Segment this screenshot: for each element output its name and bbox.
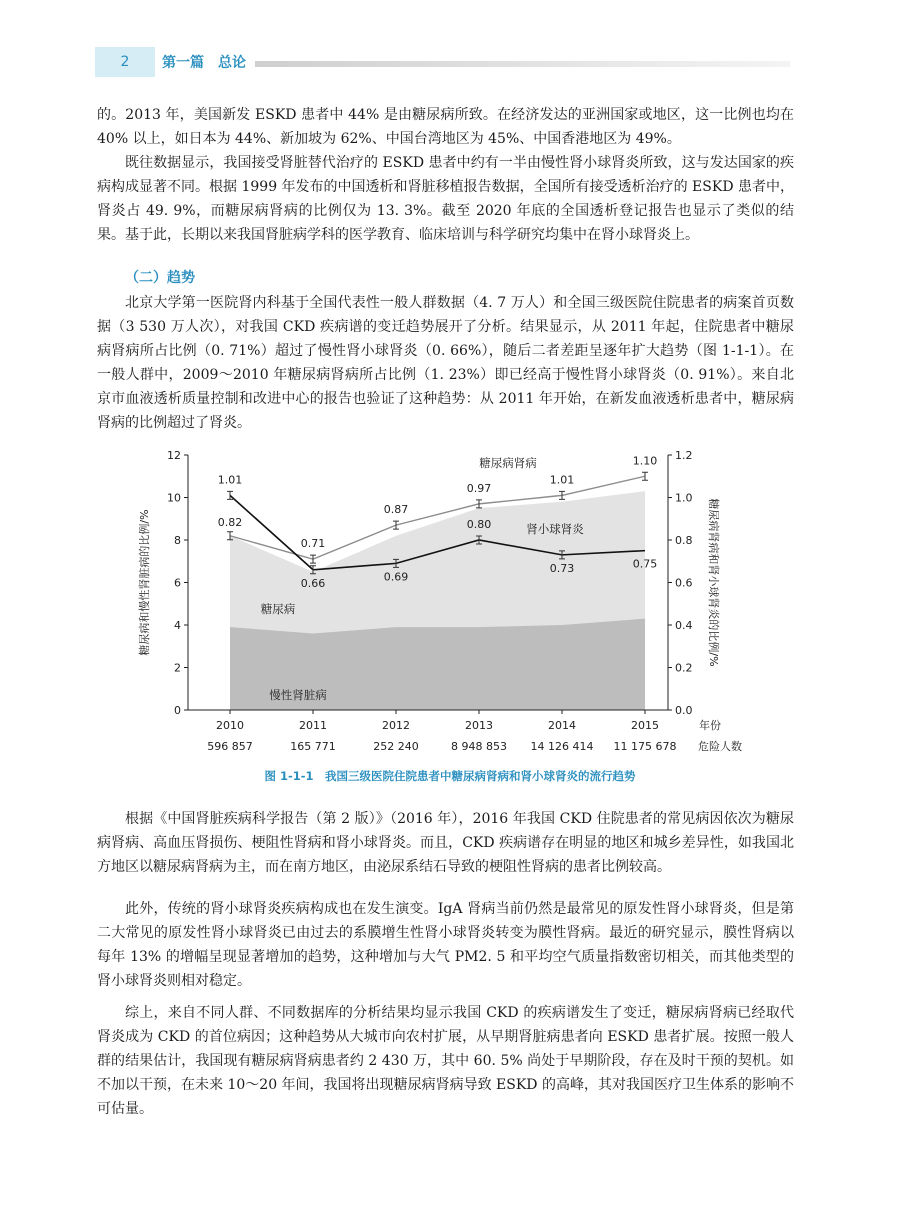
- population-label: 252 240: [373, 740, 419, 753]
- left-tick-label: 0: [174, 704, 181, 717]
- x-tick-label: 2014: [548, 719, 576, 732]
- right-tick-label: 0.2: [675, 661, 693, 675]
- data-label: 0.75: [632, 557, 658, 571]
- x-tick-label: 2012: [382, 719, 410, 732]
- data-label: 1.10: [632, 454, 658, 468]
- paragraph-4: 根据《中国肾脏疾病科学报告（第 2 版）》（2016 年），2016 年我国 CKD 住院患者的常见病因依次为糖尿病肾病、高血压肾损伤、梗阻性肾病和肾小球肾炎。而且，CKD 疾病谱存在明显的地区和城乡差异性，如我国北方地区以糖尿病肾病为主，而在南方地区，由泌尿系结石导致的梗阻性肾病的患者比例较高。: [97, 811, 794, 875]
- data-label: 0.66: [300, 576, 326, 590]
- page-header: [0, 47, 900, 81]
- paragraph-2: 既往数据显示，我国接受肾脏替代治疗的 ESKD 患者中约有一半由慢性肾小球肾炎所致，这与发达国家的疾病构成显著不同。根据 1999 年发布的中国透析和肾脏移植报告数据，全国所有接受透析治疗的 ESKD 患者中，肾炎占 49. 9%，而糖尿病肾病的比例仅为 13. 3%。截至 2020 年底的全国透析登记报告也显示了类似的结果。基于此，长期以来我国肾脏病学科的医学教育、临床培训与科学研究均集中在肾小球肾炎上。: [97, 155, 794, 243]
- data-label: 1.01: [217, 473, 243, 487]
- annotation-label: 糖尿病肾病: [479, 456, 537, 470]
- data-label: 0.82: [217, 515, 243, 529]
- paragraph-3: 北京大学第一医院肾内科基于全国代表性一般人群数据（4. 7 万人）和全国三级医院住院患者的病案首页数据（3 530 万人次），对我国 CKD 疾病谱的变迁趋势展开了分析。结果显示，从 2011 年起，住院患者中糖尿病肾病所占比例（0. 71%）超过了慢性肾小球肾炎（0. 66%），随后二者差距呈逐年扩大趋势（图 1-1-1）。在一般人群中，2009～2010 年糖尿病肾病所占比例（1. 23%）即已经高于慢性肾小球肾炎（0. 91%）。来自北京市血液透析质量控制和改进中心的报告也验证了这种趋势：从 2011 年开始，在新发血液透析患者中，糖尿病肾病的比例超过了肾炎。: [97, 295, 794, 431]
- data-label: 0.97: [466, 481, 492, 495]
- data-label: 0.69: [383, 570, 409, 584]
- annotation-label: 糖尿病: [260, 602, 296, 616]
- population-label: 596 857: [207, 740, 253, 753]
- header-rule: [255, 61, 790, 67]
- right-tick-label: 0.4: [675, 619, 693, 632]
- x-tick-label: 2013: [465, 719, 493, 732]
- right-tick-label: 0.8: [675, 534, 693, 547]
- right-axis-title: 糖尿病肾病和肾小球肾炎的比例/%: [707, 498, 720, 667]
- right-tick-label: 1.2: [675, 449, 693, 462]
- x-tick-label: 2010: [216, 719, 244, 732]
- annotation-label: 慢性肾脏病: [269, 688, 327, 702]
- right-tick-label: 0.6: [675, 576, 693, 590]
- population-axis-title: 危险人数: [698, 740, 742, 753]
- left-tick-label: 2: [174, 661, 181, 675]
- data-label: 0.87: [383, 503, 409, 517]
- paragraph-1: 的。2013 年，美国新发 ESKD 患者中 44% 是由糖尿病所致。在经济发达的亚洲国家或地区，这一比例也均在 40% 以上，如日本为 44%、新加坡为 62%、中国台湾地区为 45%、中国香港地区为 49%。: [97, 107, 794, 147]
- data-label: 0.73: [549, 561, 575, 575]
- data-label: 0.80: [466, 518, 492, 531]
- population-label: 14 126 414: [530, 740, 594, 753]
- left-tick-label: 12: [167, 449, 181, 462]
- annotation-label: 肾小球肾炎: [526, 522, 584, 536]
- left-tick-label: 6: [174, 576, 181, 590]
- right-tick-label: 1.0: [675, 491, 693, 505]
- population-label: 11 175 678: [613, 740, 677, 753]
- left-tick-label: 10: [167, 491, 181, 505]
- figure-caption: 图 1-1-1 我国三级医院住院患者中糖尿病肾病和肾小球肾炎的流行趋势: [264, 769, 636, 783]
- population-label: 8 948 853: [451, 740, 507, 753]
- x-tick-label: 2015: [631, 719, 659, 732]
- paragraph-6: 综上，来自不同人群、不同数据库的分析结果均显示我国 CKD 的疾病谱发生了变迁，糖尿病肾病已经取代肾炎成为 CKD 的首位病因；这种趋势从大城市向农村扩展，从早期肾脏病患者向 ESKD 患者扩展。按照一般人群的结果估计，我国现有糖尿病肾病患者约 2 430 万，其中 60. 5% 尚处于早期阶段，存在及时干预的契机。如不加以干预，在未来 10～20 年间，我国将出现糖尿病肾病导致 ESKD 的高峰，其对我国医疗卫生体系的影响不可估量。: [97, 1005, 794, 1117]
- left-tick-label: 4: [174, 619, 181, 632]
- x-axis-title: 年份: [699, 719, 721, 732]
- x-tick-label: 2011: [299, 719, 327, 732]
- trend-chart: [130, 440, 770, 762]
- section-title: 第一篇 总论: [162, 55, 246, 71]
- data-label: 0.71: [300, 537, 326, 551]
- left-axis-title: 糖尿病和慢性肾脏病的比例/%: [138, 509, 151, 656]
- page-number: 2: [95, 47, 155, 77]
- right-tick-label: 0.0: [675, 704, 693, 717]
- data-label: 1.01: [549, 473, 575, 487]
- paragraph-5: 此外，传统的肾小球肾炎疾病构成也在发生演变。IgA 肾病当前仍然是最常见的原发性肾小球肾炎，但是第二大常见的原发性肾小球肾炎已由过去的系膜增生性肾小球肾炎转变为膜性肾病。最近的研究显示，膜性肾病以每年 13% 的增幅呈现显著增加的趋势，这种增加与大气 PM2. 5 和平均空气质量指数密切相关，而其他类型的肾小球肾炎则相对稳定。: [97, 901, 794, 989]
- population-label: 165 771: [290, 740, 336, 753]
- section-subheading: （二）趋势: [125, 270, 195, 286]
- left-tick-label: 8: [174, 534, 181, 547]
